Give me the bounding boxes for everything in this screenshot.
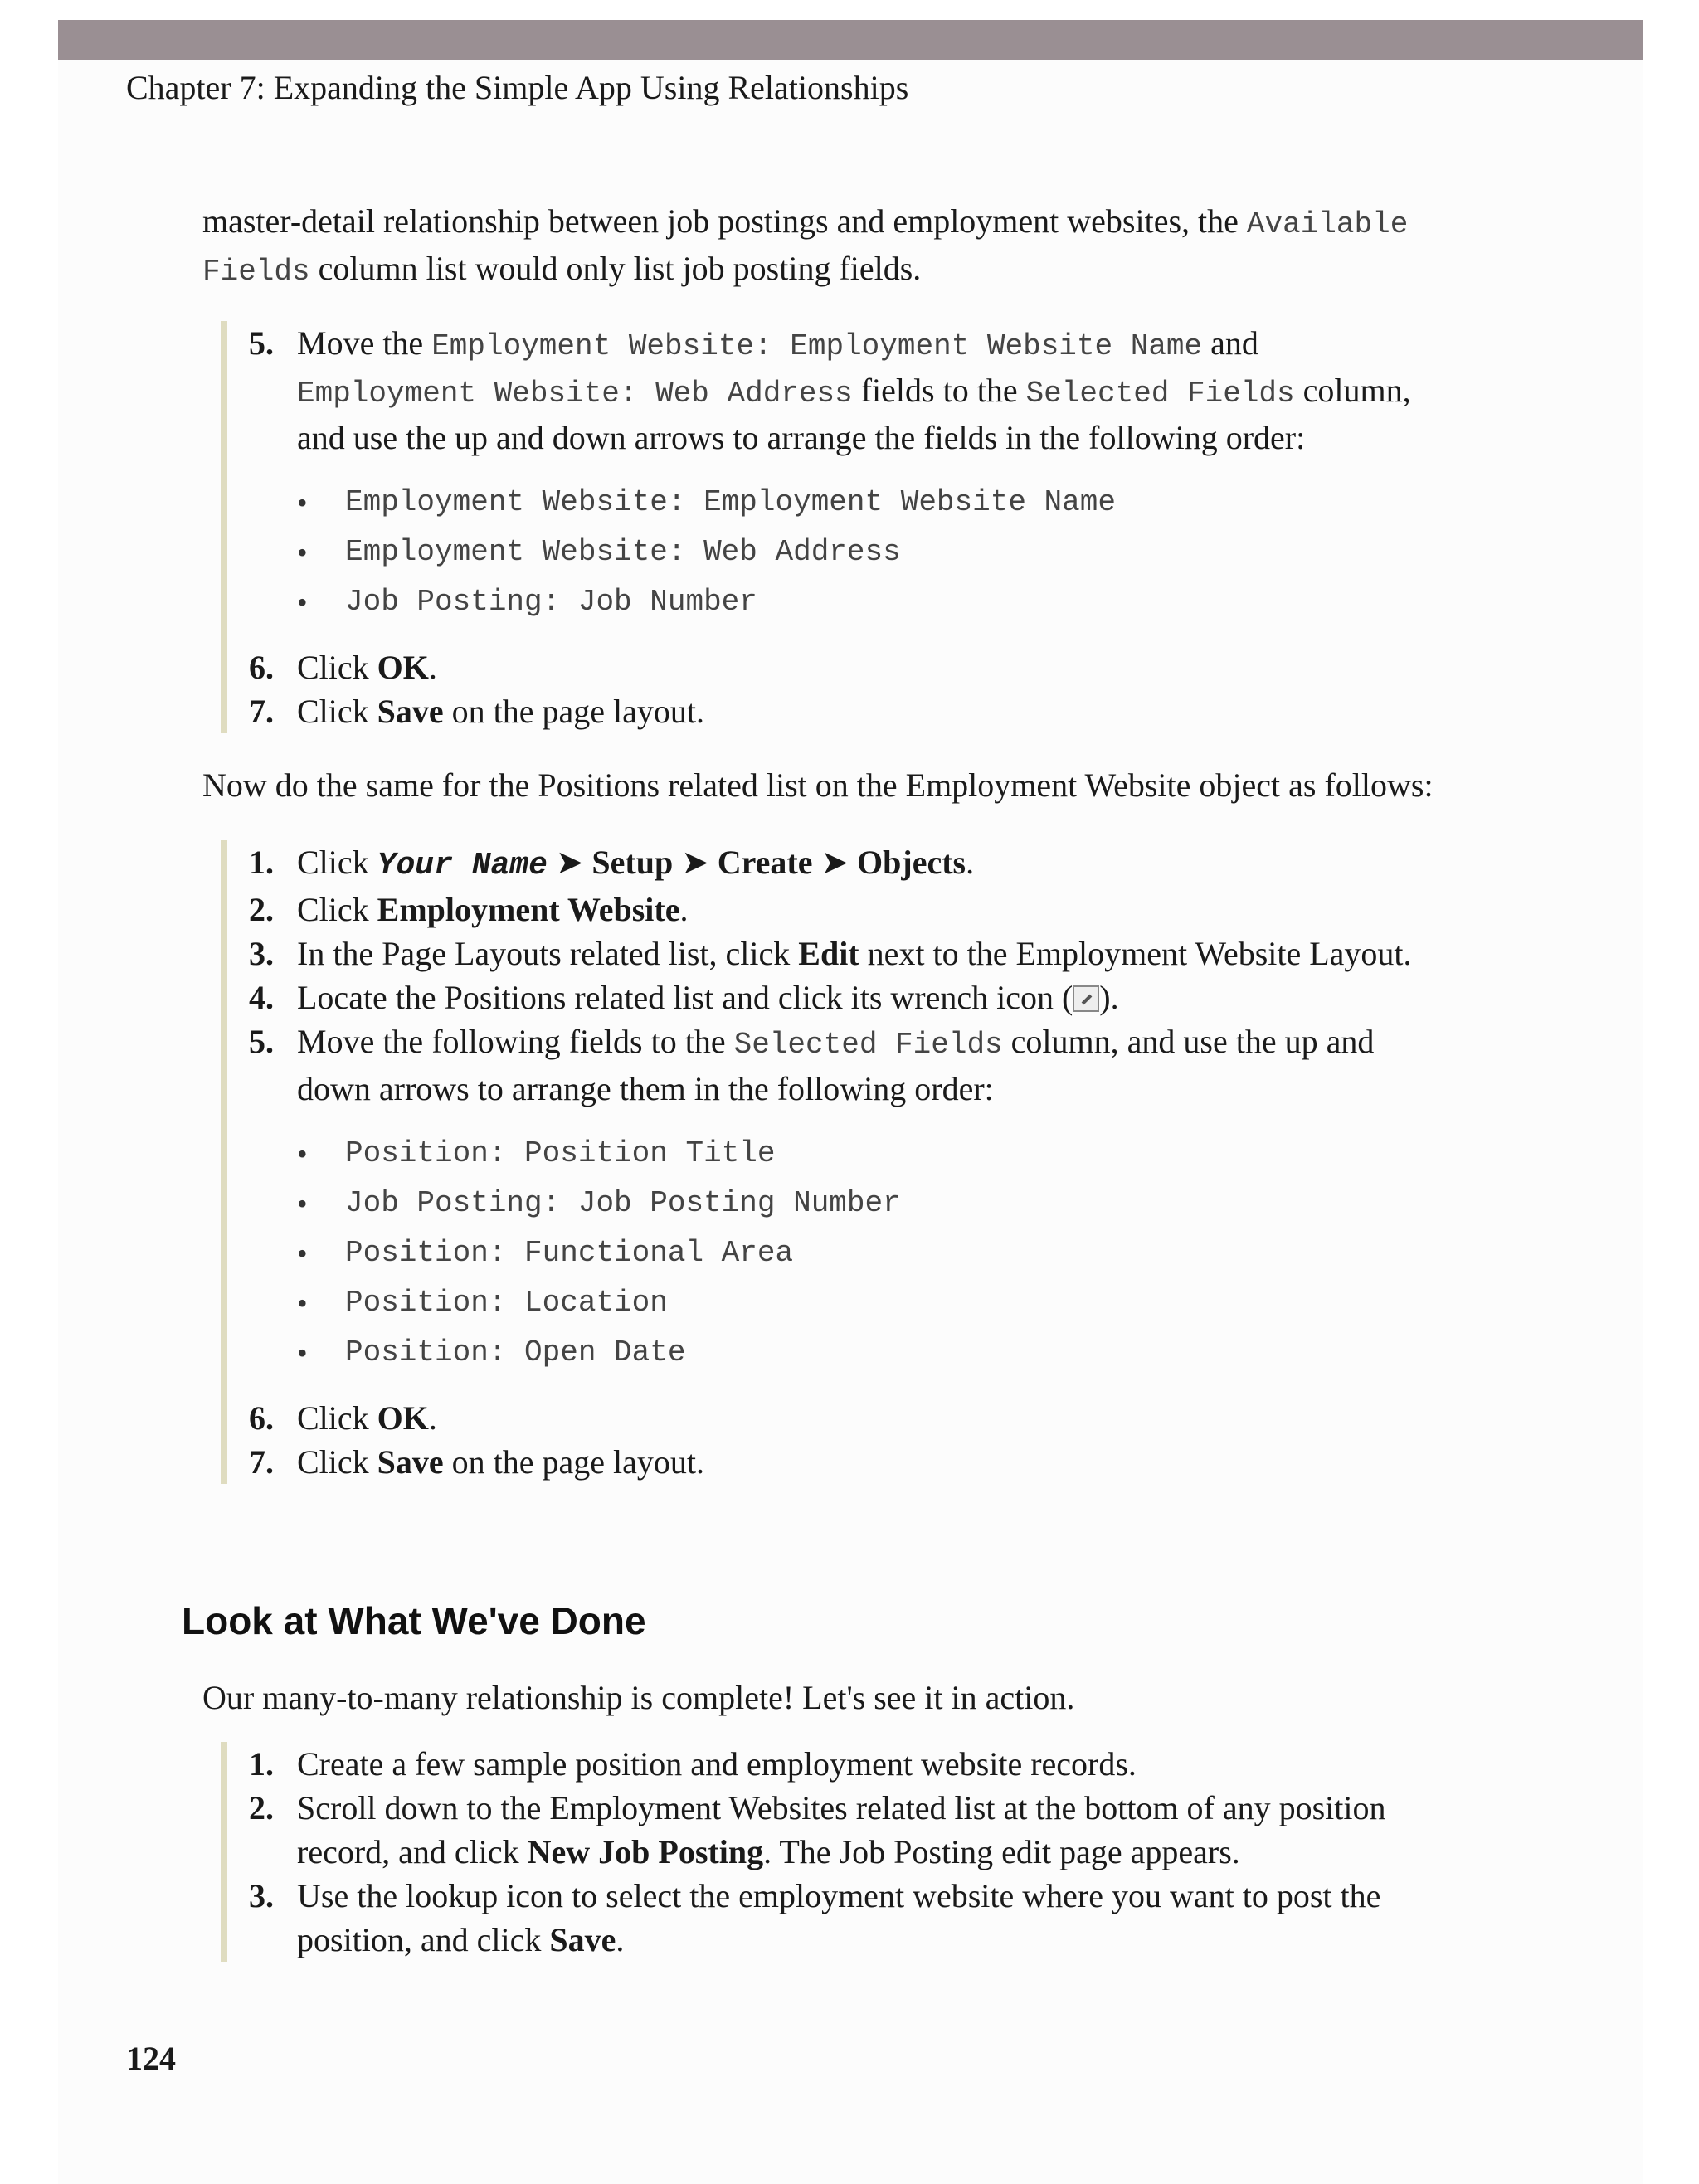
- step-item: 6. Click OK.: [249, 1396, 1493, 1440]
- field-list-1: [249, 478, 1493, 627]
- step-number: 2.: [249, 1789, 274, 1826]
- intro-paragraph: master-detail relationship between job postings and employment websites, the Available Fields column list would only list job posting fields.: [202, 202, 1409, 289]
- list-item: • Position: Open Date: [297, 1328, 1493, 1378]
- code-available: Available: [1246, 207, 1409, 241]
- step-item: 2. Click Employment Website.: [249, 888, 1493, 931]
- wrench-icon: [1073, 985, 1099, 1012]
- field-list-2: [249, 1129, 1493, 1378]
- list-item: • Employment Website: Employment Website Name: [297, 478, 1493, 528]
- header-bar: [58, 20, 1643, 60]
- step-number: 4.: [249, 979, 274, 1016]
- step-item: 3. Use the lookup icon to select the employment website where you want to post the position, and click Save.: [249, 1874, 1493, 1962]
- step-item: 4. Locate the Positions related list and click its wrench icon ( ).: [249, 975, 1493, 1019]
- list-item: • Employment Website: Web Address: [297, 528, 1493, 577]
- list-item: • Job Posting: Job Number: [297, 577, 1493, 627]
- step-number: 1.: [249, 844, 274, 881]
- step-item: 6. Click OK.: [249, 645, 1493, 689]
- step-item: 1. Create a few sample position and employment website records.: [249, 1742, 1493, 1786]
- list-item: • Job Posting: Job Posting Number: [297, 1179, 1493, 1228]
- step-number: 3.: [249, 1877, 274, 1914]
- code-fields: Fields: [202, 255, 310, 289]
- middle-paragraph: Now do the same for the Positions related list on the Employment Website object as follows:: [202, 766, 1434, 804]
- step-item: 5. Move the following fields to the Selected Fields column, and use the up and down arrows to arrange them in the following order:: [249, 1019, 1493, 1111]
- page-number: 124: [126, 2040, 176, 2077]
- step-number: 7.: [249, 1443, 274, 1481]
- step-number: 3.: [249, 935, 274, 972]
- step-item: 1. Click Your Name ➤ Setup ➤ Create ➤ Objects.: [249, 840, 1493, 888]
- step-number: 6.: [249, 1399, 274, 1437]
- step-list-3: [221, 1742, 1493, 1962]
- step-item: 7. Click Save on the page layout.: [249, 689, 1493, 733]
- step-list-2: [221, 840, 1493, 1484]
- section-intro: Our many-to-many relationship is complete! Let's see it in action.: [202, 1679, 1075, 1716]
- step-item: 2. Scroll down to the Employment Websites related list at the bottom of any position record, and click New Job Posting. The Job Posting edit page appears.: [249, 1786, 1493, 1874]
- step-number: 7.: [249, 693, 274, 730]
- list-item: • Position: Position Title: [297, 1129, 1493, 1179]
- step-number: 6.: [249, 649, 274, 686]
- section-heading: Look at What We've Done: [182, 1599, 646, 1642]
- list-item: • Position: Functional Area: [297, 1228, 1493, 1278]
- step-number: 5.: [249, 1023, 274, 1060]
- list-item: • Position: Location: [297, 1278, 1493, 1328]
- step-number: 1.: [249, 1745, 274, 1783]
- chapter-title: Chapter 7: Expanding the Simple App Using Relationships: [126, 69, 909, 106]
- step-number: 2.: [249, 891, 274, 928]
- step-number: 5.: [249, 324, 274, 362]
- step-item: 3. In the Page Layouts related list, click Edit next to the Employment Website Layout.: [249, 931, 1493, 975]
- step-item: 5. Move the Employment Website: Employment Website Name and Employment Website: Web Address fields to the Selected Fields column, and use the up and down arrows to arrange the fields in the following order:: [249, 321, 1493, 460]
- step-item: 7. Click Save on the page layout.: [249, 1440, 1493, 1484]
- step-list-1: [221, 321, 1493, 733]
